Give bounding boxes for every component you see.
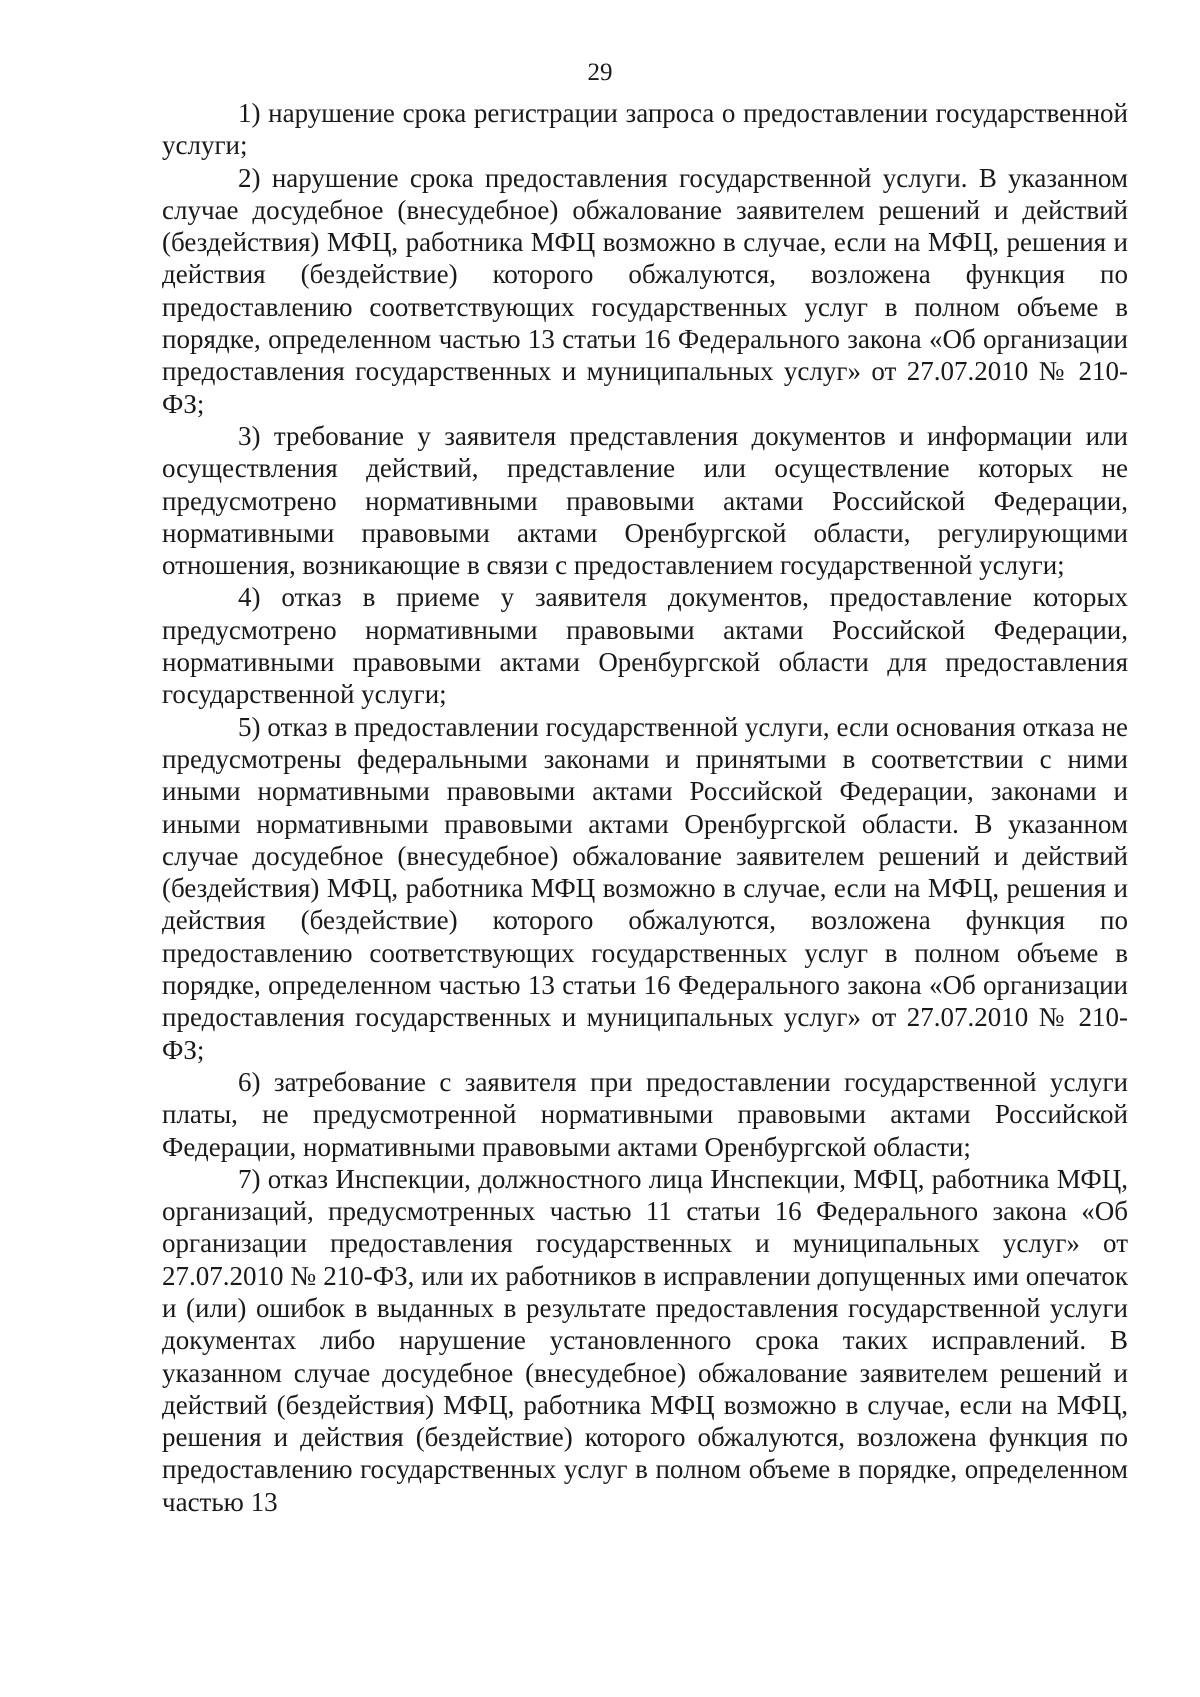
paragraph-item-1: 1) нарушение срока регистрации запроса о предоставлении государственной услуги; [162, 98, 1128, 161]
document-body [162, 97, 1128, 1518]
paragraph-item-5: 5) отказ в предоставлении государственной услуги, если основания отказа не предусмотрены федеральными законами и принятыми в соответствии с ними иными нормативными правовыми актами Российской Федерации, законами и иными нормативными правовыми актами Оренбургской области. В указанном случае досудебное (внесудебное) обжалование заявителем решений и действий (бездействия) МФЦ, работника МФЦ возможно в случае, если на МФЦ, решения и действия (бездействие) которого обжалуются, возложена функция по предоставлению соответствующих государственных услуг в полном объеме в порядке, определенном частью 13 статьи 16 Федерального закона «Об организации предоставления государственных и муниципальных услуг» от 27.07.2010 № 210-ФЗ; [162, 711, 1128, 1065]
paragraph-item-7: 7) отказ Инспекции, должностного лица Инспекции, МФЦ, работника МФЦ, организаций, предусмотренных частью 11 статьи 16 Федерального закона «Об организации предоставления государственных и муниципальных услуг» от 27.07.2010 № 210-ФЗ, или их работников в исправлении допущенных ими опечаток и (или) ошибок в выданных в результате предоставления государственной услуги документах либо нарушение установленного срока таких исправлений. В указанном случае досудебное (внесудебное) обжалование заявителем решений и действий (бездействия) МФЦ, работника МФЦ возможно в случае, если на МФЦ, решения и действия (бездействие) которого обжалуются, возложена функция по предоставлению государственных услуг в полном объеме в порядке, определенном частью 13 [162, 1163, 1128, 1517]
page-number: 29 [587, 59, 613, 86]
paragraph-item-6: 6) затребование с заявителя при предоставлении государственной услуги платы, не предусмотренной нормативными правовыми актами Российской Федерации, нормативными правовыми актами Оренбургской области; [162, 1066, 1128, 1162]
paragraph-item-2: 2) нарушение срока предоставления государственной услуги. В указанном случае досудебное (внесудебное) обжалование заявителем решений и действий (бездействия) МФЦ, работника МФЦ возможно в случае, если на МФЦ, решения и действия (бездействие) которого обжалуются, возложена функция по предоставлению соответствующих государственных услуг в полном объеме в порядке, определенном частью 13 статьи 16 Федерального закона «Об организации предоставления государственных и муниципальных услуг» от 27.07.2010 № 210-ФЗ; [162, 162, 1128, 419]
paragraph-item-3: 3) требование у заявителя представления документов и информации или осуществления действий, представление или осуществление которых не предусмотрено нормативными правовыми актами Российской Федерации, нормативными правовыми актами Оренбургской области, регулирующими отношения, возникающие в связи с предоставлением государственной услуги; [162, 420, 1128, 581]
paragraph-item-4: 4) отказ в приеме у заявителя документов, предоставление которых предусмотрено нормативными правовыми актами Российской Федерации, нормативными правовыми актами Оренбургской области для предоставления государственной услуги; [162, 582, 1128, 710]
